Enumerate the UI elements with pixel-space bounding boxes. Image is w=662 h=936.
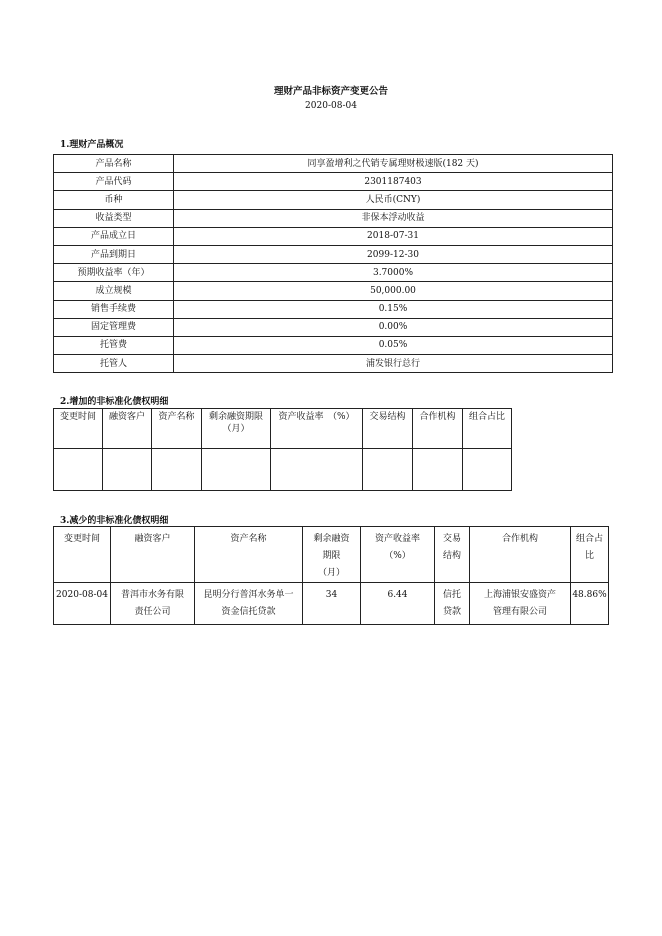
row-value: 2099-12-30: [174, 245, 613, 263]
row-value: 0.00%: [174, 318, 613, 336]
column-header: 融资客户: [103, 409, 152, 449]
announcement-date: 2020-08-04: [305, 101, 357, 111]
table-header-row: [54, 409, 512, 449]
reduced-assets-table: [53, 526, 609, 625]
row-value: 非保本浮动收益: [174, 209, 613, 227]
row-value: 50,000.00: [174, 282, 613, 300]
table-cell: 信托 贷款: [435, 583, 470, 625]
row-label: 收益类型: [54, 209, 174, 227]
column-header: 资产收益率 （%）: [361, 527, 435, 583]
table-row: [54, 245, 613, 263]
row-label: 预期收益率（年）: [54, 264, 174, 282]
row-value: 3.7000%: [174, 264, 613, 282]
row-label: 托管人: [54, 355, 174, 373]
row-label: 销售手续费: [54, 300, 174, 318]
column-header: 合作机构: [413, 409, 463, 449]
section-3-heading: 3.减少的非标准化债权明细: [60, 516, 169, 526]
column-header: 变更时间: [54, 527, 111, 583]
empty-cell: [271, 449, 363, 491]
table-row: [54, 282, 613, 300]
row-value: 2301187403: [174, 173, 613, 191]
column-header: 合作机构: [470, 527, 571, 583]
empty-cell: [202, 449, 271, 491]
column-header: 剩余融资期限 （月）: [202, 409, 271, 449]
row-label: 产品成立日: [54, 227, 174, 245]
column-header: 交易结构: [363, 409, 413, 449]
row-label: 产品名称: [54, 155, 174, 173]
table-row: [54, 336, 613, 354]
section-1-heading: 1.理财产品概况: [60, 140, 124, 150]
empty-cell: [54, 449, 103, 491]
empty-cell: [463, 449, 512, 491]
table-header-row: [54, 527, 609, 583]
empty-cell: [152, 449, 202, 491]
row-value: 2018-07-31: [174, 227, 613, 245]
column-header: 变更时间: [54, 409, 103, 449]
row-label: 币种: [54, 191, 174, 209]
row-value: 同享盈增利之代销专属理财极速版(182 天): [174, 155, 613, 173]
table-row: [54, 191, 613, 209]
column-header: 组合占比: [463, 409, 512, 449]
empty-cell: [363, 449, 413, 491]
column-header: 资产名称: [152, 409, 202, 449]
column-header: 融资客户: [111, 527, 195, 583]
column-header: 资产收益率 （%）: [271, 409, 363, 449]
row-label: 产品到期日: [54, 245, 174, 263]
section-2-heading: 2.增加的非标准化债权明细: [60, 397, 169, 407]
table-row: [54, 318, 613, 336]
table-row: [54, 209, 613, 227]
column-header: 资产名称: [195, 527, 303, 583]
table-row: [54, 355, 613, 373]
column-header: 剩余融资 期限 （月）: [303, 527, 361, 583]
row-label: 托管费: [54, 336, 174, 354]
row-label: 成立规模: [54, 282, 174, 300]
table-cell: 昆明分行普洱水务单一 资金信托贷款: [195, 583, 303, 625]
empty-cell: [103, 449, 152, 491]
row-value: 浦发银行总行: [174, 355, 613, 373]
table-cell: 普洱市水务有限 责任公司: [111, 583, 195, 625]
table-row: [54, 155, 613, 173]
row-label: 固定管理费: [54, 318, 174, 336]
empty-row: [54, 449, 512, 491]
table-cell: 48.86%: [571, 583, 609, 625]
table-row: [54, 227, 613, 245]
table-cell: 2020-08-04: [54, 583, 111, 625]
column-header: 组合占 比: [571, 527, 609, 583]
column-header: 交易 结构: [435, 527, 470, 583]
table-row: [54, 300, 613, 318]
added-assets-table: [53, 408, 512, 491]
row-label: 产品代码: [54, 173, 174, 191]
page-title: 理财产品非标资产变更公告: [273, 86, 388, 97]
row-value: 人民币(CNY): [174, 191, 613, 209]
table-cell: 上海浦银安盛资产 管理有限公司: [470, 583, 571, 625]
table-cell: 6.44: [361, 583, 435, 625]
product-overview-table: [53, 154, 613, 373]
table-row: [54, 173, 613, 191]
table-cell: 34: [303, 583, 361, 625]
row-value: 0.15%: [174, 300, 613, 318]
table-row: [54, 264, 613, 282]
empty-cell: [413, 449, 463, 491]
row-value: 0.05%: [174, 336, 613, 354]
table-row: [54, 583, 609, 625]
